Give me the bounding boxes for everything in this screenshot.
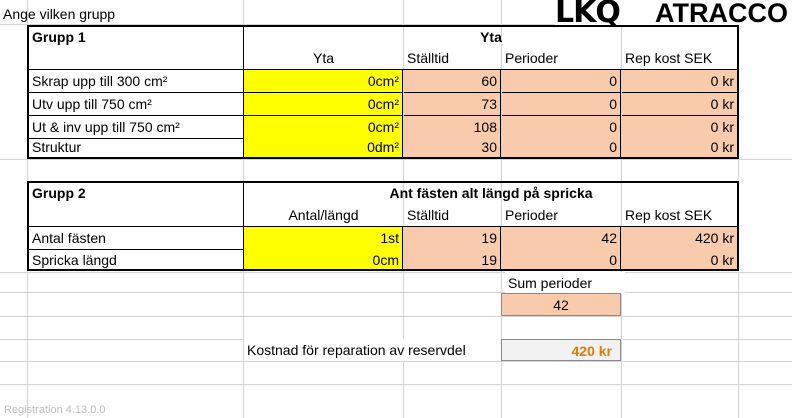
row-label: Utv upp till 750 cm² (29, 93, 243, 116)
group2-col-input: Antal/längd (288, 207, 359, 223)
atracco-logo-text: ATRACCO (655, 0, 788, 28)
row-label: Antal fästen (29, 227, 243, 250)
area-input-cell[interactable]: 0cm² (244, 116, 403, 139)
group1-title: Grupp 1 (32, 29, 86, 45)
time-cell: 30 (404, 136, 501, 157)
row-label: Skrap upp till 300 cm² (29, 70, 243, 93)
periods-cell: 0 (502, 93, 621, 116)
cost-cell: 0 kr (622, 93, 737, 116)
group1-col-time: Ställtid (407, 50, 450, 66)
group2-col-time: Ställtid (407, 207, 450, 223)
periods-cell: 42 (502, 227, 621, 250)
group2-section-title: Ant fästen alt längd på spricka (389, 185, 593, 201)
periods-cell: 0 (502, 116, 621, 139)
group2-col-periods: Perioder (505, 207, 558, 223)
time-cell: 108 (404, 116, 501, 139)
group1-col-cost: Rep kost SEK (625, 50, 713, 66)
periods-cell: 0 (502, 136, 621, 157)
row-label: Struktur (32, 139, 82, 155)
time-cell: 60 (404, 70, 501, 93)
registration-text: Registration 4.13.0.0 (4, 404, 106, 416)
cost-cell: 0 kr (622, 249, 737, 269)
time-cell: 19 (404, 249, 501, 269)
repair-cost-value: 420 kr (501, 339, 621, 361)
group1-section-title: Yta (480, 29, 502, 45)
group2-col-cost: Rep kost SEK (625, 207, 713, 223)
periods-cell: 0 (502, 249, 621, 269)
sum-periods-value: 42 (501, 293, 621, 316)
lkq-logo-text: LKQ (555, 0, 620, 30)
instruction-text: Ange vilken grupp (3, 6, 116, 22)
brand-logo (555, 0, 792, 30)
length-input-cell[interactable]: 0cm (244, 249, 403, 269)
row-label: Spricka längd (32, 252, 117, 268)
periods-cell: 0 (502, 70, 621, 93)
row-label: Ut & inv upp till 750 cm² (29, 116, 243, 139)
time-cell: 19 (404, 227, 501, 250)
cost-cell: 0 kr (622, 116, 737, 139)
area-input-cell[interactable]: 0dm² (244, 136, 403, 157)
area-input-cell[interactable]: 0cm² (244, 70, 403, 93)
group1-col-input: Yta (312, 50, 334, 66)
sum-periods-label: Sum perioder (505, 272, 625, 294)
cost-cell: 0 kr (622, 70, 737, 93)
time-cell: 73 (404, 93, 501, 116)
cost-cell: 420 kr (622, 227, 737, 250)
area-input-cell[interactable]: 0cm² (244, 93, 403, 116)
group1-col-periods: Perioder (505, 50, 558, 66)
group2-title: Grupp 2 (32, 185, 86, 201)
repair-cost-label: Kostnad för reparation av reservdel (244, 339, 502, 361)
cost-cell: 0 kr (622, 136, 737, 157)
count-input-cell[interactable]: 1st (244, 227, 403, 250)
